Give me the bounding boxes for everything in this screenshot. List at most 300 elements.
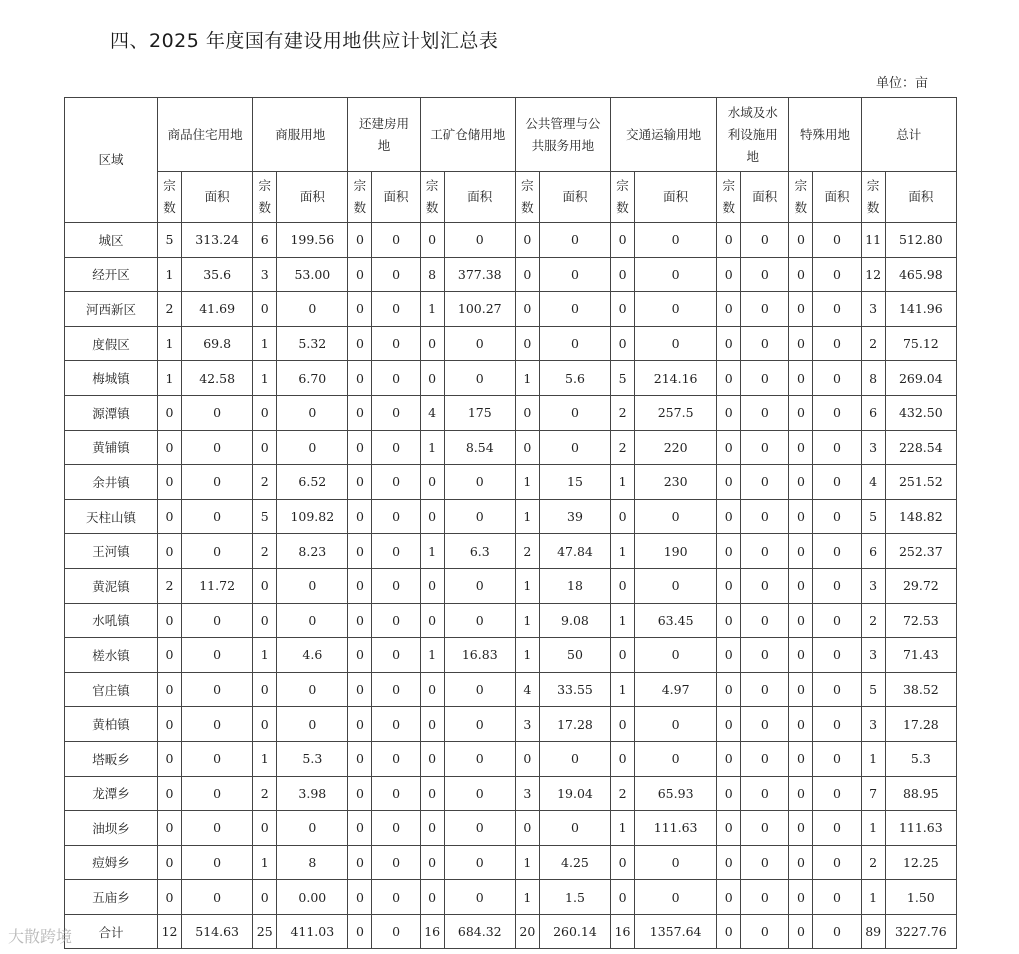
table-row (65, 568, 957, 603)
table-row (65, 292, 957, 327)
count-cell: 2 (253, 465, 277, 500)
area-cell: 0 (372, 223, 420, 258)
area-cell: 39 (539, 499, 610, 534)
table-header (65, 98, 957, 223)
count-cell: 0 (158, 465, 182, 500)
count-subheader: 宗数 (861, 172, 885, 223)
count-cell: 89 (861, 914, 885, 949)
area-subheader: 面积 (885, 172, 956, 223)
area-cell: 0 (372, 603, 420, 638)
supply-plan-table (64, 97, 957, 949)
count-cell: 0 (348, 741, 372, 776)
table-row (65, 638, 957, 673)
count-cell: 1 (515, 568, 539, 603)
area-cell: 0 (372, 292, 420, 327)
area-cell: 0 (539, 395, 610, 430)
count-cell: 1 (611, 465, 635, 500)
area-cell: 257.5 (635, 395, 717, 430)
count-cell: 12 (158, 914, 182, 949)
table-row (65, 361, 957, 396)
count-cell: 2 (861, 845, 885, 880)
area-cell: 0 (539, 741, 610, 776)
count-cell: 0 (789, 465, 813, 500)
table-row (65, 395, 957, 430)
count-cell: 1 (515, 603, 539, 638)
category-header: 特殊用地 (789, 98, 861, 172)
area-cell: 63.45 (635, 603, 717, 638)
area-cell: 0 (741, 257, 789, 292)
area-subheader: 面积 (444, 172, 515, 223)
count-cell: 0 (158, 776, 182, 811)
area-cell: 75.12 (885, 326, 956, 361)
count-cell: 0 (515, 223, 539, 258)
count-cell: 0 (611, 707, 635, 742)
area-cell: 0 (444, 499, 515, 534)
area-cell: 0 (372, 811, 420, 846)
count-cell: 0 (348, 914, 372, 949)
area-cell: 8.23 (277, 534, 348, 569)
count-cell: 0 (789, 430, 813, 465)
area-cell: 0 (741, 880, 789, 915)
area-cell: 18 (539, 568, 610, 603)
area-cell: 0 (813, 257, 861, 292)
area-cell: 0 (813, 395, 861, 430)
count-cell: 0 (158, 499, 182, 534)
area-cell: 0 (444, 568, 515, 603)
count-cell: 0 (611, 845, 635, 880)
region-cell: 槎水镇 (65, 638, 158, 673)
count-cell: 0 (717, 395, 741, 430)
area-cell: 190 (635, 534, 717, 569)
area-cell: 0 (372, 845, 420, 880)
area-cell: 0 (813, 603, 861, 638)
area-cell: 0 (372, 568, 420, 603)
area-cell: 0 (813, 361, 861, 396)
area-cell: 514.63 (182, 914, 253, 949)
count-cell: 6 (861, 395, 885, 430)
region-cell: 龙潭乡 (65, 776, 158, 811)
count-cell: 1 (515, 499, 539, 534)
category-header: 工矿仓储用地 (420, 98, 515, 172)
unit-label: 单位：亩 (876, 76, 929, 91)
area-cell: 0 (539, 292, 610, 327)
count-cell: 0 (158, 707, 182, 742)
area-cell: 0 (741, 430, 789, 465)
count-cell: 0 (515, 430, 539, 465)
count-cell: 2 (253, 534, 277, 569)
area-cell: 33.55 (539, 672, 610, 707)
count-cell: 2 (861, 326, 885, 361)
area-cell: 0 (182, 707, 253, 742)
count-cell: 0 (253, 395, 277, 430)
region-cell: 源潭镇 (65, 395, 158, 430)
count-cell: 1 (420, 534, 444, 569)
count-cell: 0 (253, 811, 277, 846)
area-cell: 0 (277, 430, 348, 465)
count-cell: 1 (611, 603, 635, 638)
count-cell: 4 (861, 465, 885, 500)
area-cell: 0 (372, 361, 420, 396)
area-cell: 41.69 (182, 292, 253, 327)
count-subheader: 宗数 (253, 172, 277, 223)
count-cell: 0 (717, 465, 741, 500)
area-cell: 6.3 (444, 534, 515, 569)
area-cell: 0 (182, 430, 253, 465)
area-cell: 53.00 (277, 257, 348, 292)
count-cell: 0 (348, 707, 372, 742)
count-cell: 0 (789, 361, 813, 396)
area-cell: 0 (813, 499, 861, 534)
count-cell: 0 (717, 223, 741, 258)
area-cell: 432.50 (885, 395, 956, 430)
table-row (65, 741, 957, 776)
area-cell: 0 (444, 776, 515, 811)
count-cell: 0 (158, 638, 182, 673)
count-cell: 1 (861, 880, 885, 915)
count-cell: 1 (515, 638, 539, 673)
region-cell: 油坝乡 (65, 811, 158, 846)
area-cell: 0 (277, 672, 348, 707)
count-cell: 12 (861, 257, 885, 292)
count-cell: 0 (611, 223, 635, 258)
table-body (65, 223, 957, 949)
area-cell: 8 (277, 845, 348, 880)
area-cell: 47.84 (539, 534, 610, 569)
area-cell: 512.80 (885, 223, 956, 258)
area-cell: 0 (372, 741, 420, 776)
count-cell: 0 (253, 707, 277, 742)
count-cell: 0 (789, 880, 813, 915)
count-cell: 0 (420, 707, 444, 742)
area-cell: 1357.64 (635, 914, 717, 949)
area-cell: 0 (635, 257, 717, 292)
area-cell: 251.52 (885, 465, 956, 500)
count-cell: 0 (348, 292, 372, 327)
area-subheader: 面积 (539, 172, 610, 223)
count-cell: 0 (717, 292, 741, 327)
count-cell: 0 (717, 880, 741, 915)
count-cell: 1 (253, 741, 277, 776)
count-cell: 0 (789, 707, 813, 742)
area-cell: 6.52 (277, 465, 348, 500)
area-cell: 0 (813, 534, 861, 569)
count-cell: 0 (348, 465, 372, 500)
count-cell: 0 (158, 880, 182, 915)
count-subheader: 宗数 (611, 172, 635, 223)
count-cell: 0 (789, 672, 813, 707)
area-cell: 0 (741, 568, 789, 603)
count-cell: 2 (515, 534, 539, 569)
area-cell: 69.8 (182, 326, 253, 361)
area-cell: 42.58 (182, 361, 253, 396)
area-cell: 0 (813, 776, 861, 811)
area-cell: 0 (444, 811, 515, 846)
area-cell: 0 (372, 672, 420, 707)
area-cell: 411.03 (277, 914, 348, 949)
area-cell: 0 (813, 845, 861, 880)
area-cell: 0 (444, 672, 515, 707)
count-cell: 0 (158, 741, 182, 776)
count-cell: 1 (158, 361, 182, 396)
region-cell: 痘姆乡 (65, 845, 158, 880)
table-row (65, 257, 957, 292)
count-cell: 0 (717, 430, 741, 465)
area-cell: 0 (372, 395, 420, 430)
area-cell: 0 (372, 326, 420, 361)
table-row (65, 811, 957, 846)
count-cell: 1 (515, 361, 539, 396)
region-header: 区域 (65, 98, 158, 223)
count-cell: 0 (253, 292, 277, 327)
count-cell: 0 (717, 672, 741, 707)
area-cell: 71.43 (885, 638, 956, 673)
count-cell: 5 (861, 672, 885, 707)
area-cell: 0 (741, 776, 789, 811)
area-cell: 0 (182, 465, 253, 500)
area-cell: 0 (444, 465, 515, 500)
area-cell: 0 (182, 603, 253, 638)
count-cell: 0 (158, 811, 182, 846)
table-row (65, 776, 957, 811)
count-subheader: 宗数 (515, 172, 539, 223)
area-cell: 0 (741, 292, 789, 327)
category-header: 商服用地 (253, 98, 348, 172)
count-cell: 5 (158, 223, 182, 258)
count-subheader: 宗数 (420, 172, 444, 223)
count-cell: 0 (348, 638, 372, 673)
area-cell: 9.08 (539, 603, 610, 638)
area-cell: 0 (741, 638, 789, 673)
count-cell: 0 (515, 741, 539, 776)
table-row (65, 845, 957, 880)
area-cell: 0 (813, 292, 861, 327)
area-cell: 0 (635, 741, 717, 776)
area-cell: 0 (741, 603, 789, 638)
count-cell: 1 (611, 672, 635, 707)
count-cell: 7 (861, 776, 885, 811)
count-cell: 0 (348, 326, 372, 361)
area-cell: 0 (372, 880, 420, 915)
count-cell: 0 (717, 741, 741, 776)
count-cell: 0 (348, 223, 372, 258)
area-cell: 0 (444, 326, 515, 361)
area-cell: 0 (277, 395, 348, 430)
area-cell: 12.25 (885, 845, 956, 880)
area-subheader: 面积 (372, 172, 420, 223)
area-cell: 214.16 (635, 361, 717, 396)
count-cell: 20 (515, 914, 539, 949)
table-row (65, 534, 957, 569)
count-cell: 2 (158, 292, 182, 327)
area-cell: 0 (741, 534, 789, 569)
count-cell: 0 (348, 568, 372, 603)
area-cell: 0 (539, 223, 610, 258)
count-cell: 0 (253, 603, 277, 638)
area-cell: 0.00 (277, 880, 348, 915)
count-cell: 0 (717, 811, 741, 846)
area-subheader: 面积 (813, 172, 861, 223)
area-cell: 11.72 (182, 568, 253, 603)
region-cell: 黄铺镇 (65, 430, 158, 465)
area-cell: 0 (635, 638, 717, 673)
region-cell: 城区 (65, 223, 158, 258)
total-row (65, 914, 957, 949)
count-cell: 0 (158, 430, 182, 465)
area-cell: 0 (813, 568, 861, 603)
area-cell: 0 (182, 880, 253, 915)
count-cell: 1 (515, 465, 539, 500)
area-cell: 100.27 (444, 292, 515, 327)
area-cell: 0 (277, 707, 348, 742)
area-cell: 0 (372, 707, 420, 742)
area-cell: 0 (539, 326, 610, 361)
category-header: 水域及水利设施用地 (717, 98, 789, 172)
count-cell: 0 (717, 776, 741, 811)
region-cell: 黄柏镇 (65, 707, 158, 742)
watermark: 大散跨境 (8, 927, 73, 946)
table-row (65, 603, 957, 638)
count-cell: 0 (789, 776, 813, 811)
area-cell: 684.32 (444, 914, 515, 949)
area-cell: 15 (539, 465, 610, 500)
area-cell: 0 (539, 430, 610, 465)
count-cell: 0 (789, 326, 813, 361)
area-cell: 0 (182, 638, 253, 673)
area-cell: 0 (813, 326, 861, 361)
area-cell: 5.32 (277, 326, 348, 361)
count-cell: 0 (789, 292, 813, 327)
count-cell: 0 (515, 292, 539, 327)
area-subheader: 面积 (635, 172, 717, 223)
region-cell: 天柱山镇 (65, 499, 158, 534)
area-cell: 0 (813, 638, 861, 673)
area-cell: 175 (444, 395, 515, 430)
area-cell: 3.98 (277, 776, 348, 811)
count-cell: 0 (789, 257, 813, 292)
area-cell: 0 (182, 845, 253, 880)
area-cell: 17.28 (539, 707, 610, 742)
area-cell: 0 (182, 776, 253, 811)
count-cell: 3 (515, 707, 539, 742)
region-cell: 度假区 (65, 326, 158, 361)
area-cell: 72.53 (885, 603, 956, 638)
count-cell: 3 (861, 638, 885, 673)
count-cell: 0 (420, 603, 444, 638)
count-cell: 3 (861, 707, 885, 742)
count-cell: 0 (717, 638, 741, 673)
area-cell: 0 (372, 534, 420, 569)
count-cell: 1 (420, 292, 444, 327)
count-cell: 1 (611, 811, 635, 846)
area-cell: 0 (741, 361, 789, 396)
area-cell: 0 (813, 914, 861, 949)
area-cell: 0 (444, 603, 515, 638)
area-cell: 260.14 (539, 914, 610, 949)
area-cell: 0 (277, 292, 348, 327)
count-cell: 4 (515, 672, 539, 707)
area-cell: 0 (635, 499, 717, 534)
table-row (65, 430, 957, 465)
area-cell: 0 (372, 257, 420, 292)
area-cell: 0 (813, 880, 861, 915)
area-cell: 0 (741, 223, 789, 258)
area-cell: 148.82 (885, 499, 956, 534)
area-cell: 0 (372, 638, 420, 673)
count-cell: 3 (253, 257, 277, 292)
area-cell: 0 (741, 499, 789, 534)
count-cell: 0 (515, 326, 539, 361)
region-cell: 官庄镇 (65, 672, 158, 707)
count-cell: 0 (789, 499, 813, 534)
area-cell: 4.6 (277, 638, 348, 673)
count-cell: 0 (717, 707, 741, 742)
area-cell: 0 (277, 568, 348, 603)
region-cell: 五庙乡 (65, 880, 158, 915)
count-cell: 1 (253, 845, 277, 880)
region-cell: 经开区 (65, 257, 158, 292)
area-cell: 0 (813, 465, 861, 500)
count-cell: 1 (861, 741, 885, 776)
area-cell: 0 (813, 223, 861, 258)
count-cell: 0 (158, 672, 182, 707)
area-cell: 0 (741, 741, 789, 776)
count-cell: 0 (348, 811, 372, 846)
count-cell: 1 (420, 430, 444, 465)
count-subheader: 宗数 (717, 172, 741, 223)
area-cell: 377.38 (444, 257, 515, 292)
count-cell: 0 (789, 638, 813, 673)
area-subheader: 面积 (182, 172, 253, 223)
area-cell: 228.54 (885, 430, 956, 465)
count-cell: 0 (348, 430, 372, 465)
table-row (65, 223, 957, 258)
area-cell: 5.3 (885, 741, 956, 776)
count-cell: 0 (789, 568, 813, 603)
count-cell: 0 (611, 292, 635, 327)
count-cell: 1 (253, 638, 277, 673)
area-subheader: 面积 (741, 172, 789, 223)
area-cell: 6.70 (277, 361, 348, 396)
area-cell: 16.83 (444, 638, 515, 673)
count-cell: 0 (611, 638, 635, 673)
count-subheader: 宗数 (158, 172, 182, 223)
count-cell: 0 (158, 603, 182, 638)
area-cell: 0 (635, 707, 717, 742)
area-cell: 0 (444, 845, 515, 880)
count-cell: 0 (789, 534, 813, 569)
area-cell: 111.63 (635, 811, 717, 846)
area-cell: 0 (539, 811, 610, 846)
area-cell: 0 (813, 430, 861, 465)
area-cell: 3227.76 (885, 914, 956, 949)
count-cell: 0 (348, 603, 372, 638)
count-cell: 0 (253, 430, 277, 465)
page-title: 四、2025 年度国有建设用地供应计划汇总表 (110, 30, 499, 52)
count-cell: 0 (348, 880, 372, 915)
area-cell: 0 (182, 811, 253, 846)
count-cell: 2 (158, 568, 182, 603)
area-cell: 252.37 (885, 534, 956, 569)
count-cell: 0 (611, 568, 635, 603)
count-cell: 0 (789, 811, 813, 846)
area-cell: 38.52 (885, 672, 956, 707)
area-cell: 0 (182, 741, 253, 776)
area-cell: 0 (372, 914, 420, 949)
area-cell: 0 (444, 361, 515, 396)
count-cell: 2 (253, 776, 277, 811)
region-cell: 河西新区 (65, 292, 158, 327)
area-cell: 0 (182, 534, 253, 569)
